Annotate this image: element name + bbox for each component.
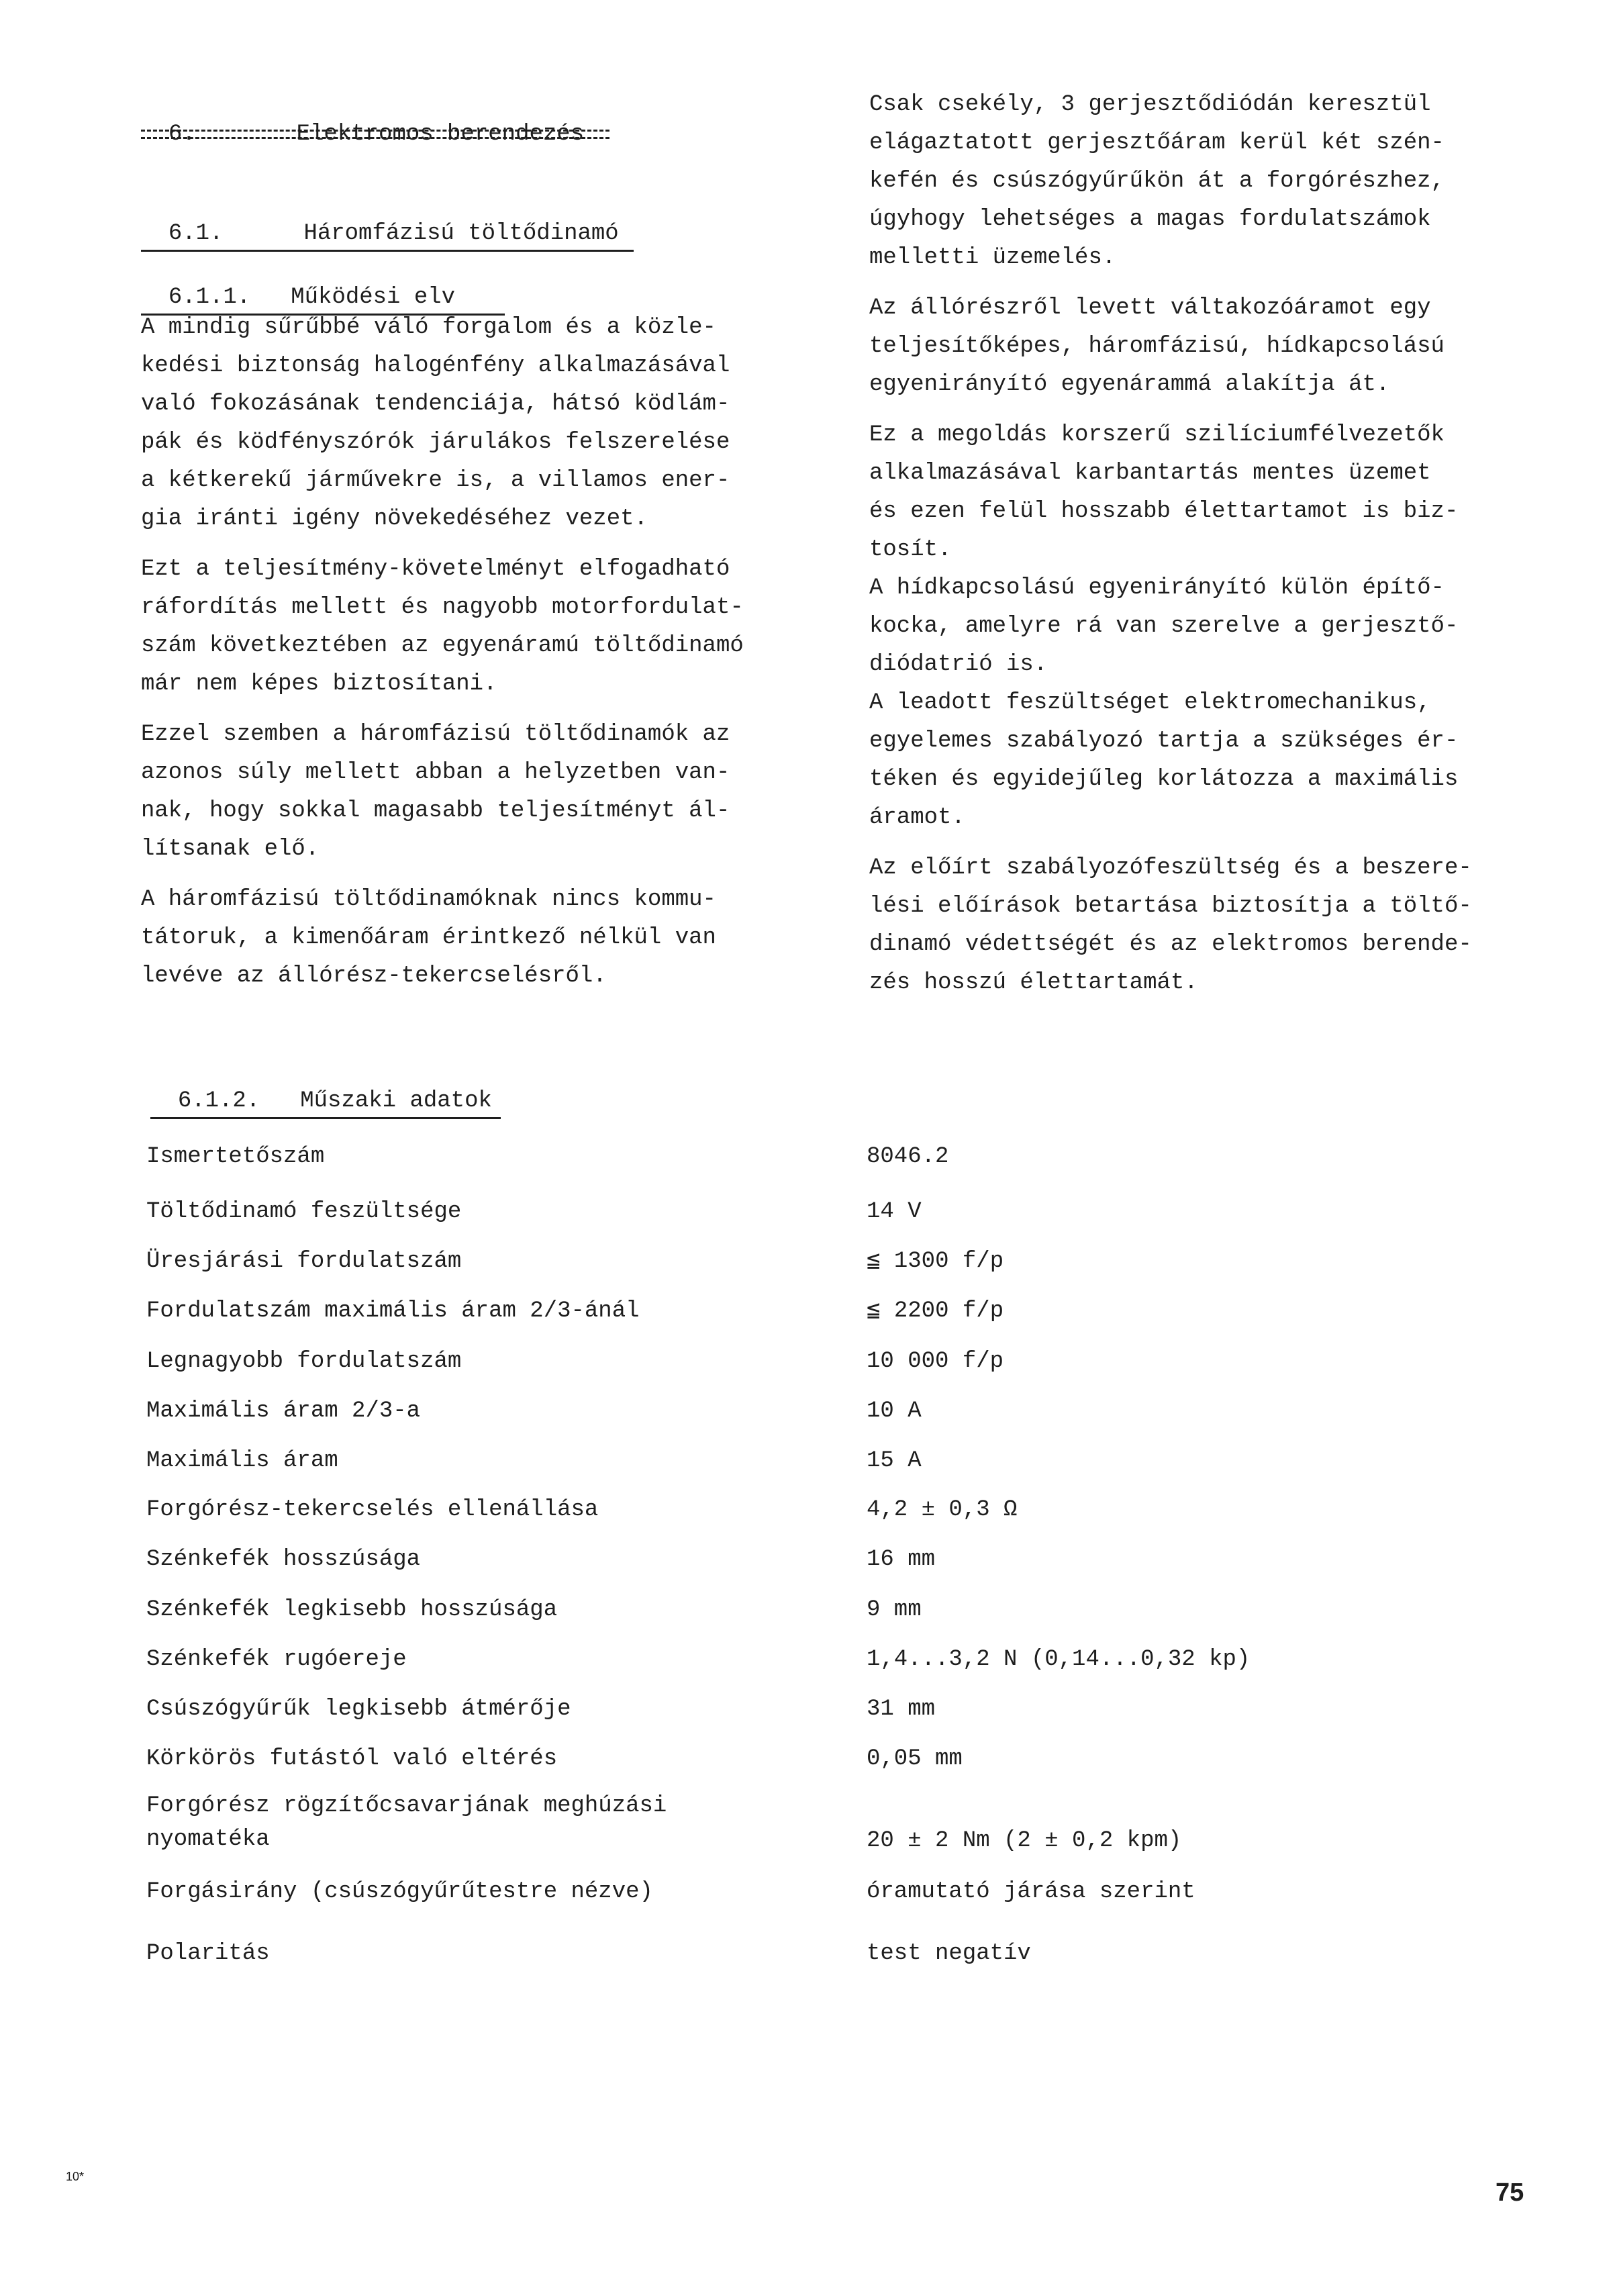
spec-label: Szénkefék rugóereje xyxy=(146,1647,407,1672)
left-column xyxy=(141,309,812,1008)
spec-value: 14 V xyxy=(867,1199,922,1225)
spec-value: 16 mm xyxy=(867,1547,936,1572)
subsection-title: Háromfázisú töltődinamó xyxy=(303,221,619,246)
spec-label: Forgórész-tekercselés ellenállása xyxy=(146,1497,599,1523)
spec-label: Polaritás xyxy=(146,1941,270,1966)
subsubsection-heading-principle xyxy=(141,257,505,316)
spec-value: 9 mm xyxy=(867,1597,922,1623)
sheet-mark: 10* xyxy=(66,2170,85,2183)
page-number: 75 xyxy=(1496,2179,1524,2207)
spec-value: ≦ 1300 f/p xyxy=(867,1249,1004,1274)
section-double-rule xyxy=(141,130,609,139)
spec-value: 8046.2 xyxy=(867,1144,949,1169)
spec-value: test negatív xyxy=(867,1941,1031,1966)
subsection-number: 6.1. xyxy=(168,221,224,246)
right-column xyxy=(869,86,1574,1014)
right-paragraph-4: Az előírt szabályozófeszültség és a beszere- lési előírások betartása biztosítja a töltő- dinamó védettségét és az elektromos berende- zés hosszú élettartamát. xyxy=(869,855,1472,996)
spec-label: Ismertetőszám xyxy=(146,1144,325,1169)
spec-value: 4,2 ± 0,3 Ω xyxy=(867,1497,1018,1523)
spec-label: Forgórész rögzítőcsavarjának meghúzási nyomatéka xyxy=(146,1793,667,1852)
right-paragraph-3: Ez a megoldás korszerű szilíciumfélvezetők alkalmazásával karbantartás mentes üzemet és ezen felül hosszabb élettartamot is biz- tosít. A hídkapcsolású egyenirányító külön építő- kocka, amelyre rá van szerelve a gerjesztő- diódatrió is. A leadott feszültséget elektromechanikus, egyelemes szabályozó tartja a szükséges ér- téken és egyidejűleg korlátozza a maximális áramot. xyxy=(869,422,1459,830)
spec-label: Maximális áram xyxy=(146,1448,338,1474)
subsubsection-number-principle: 6.1.1. xyxy=(168,285,251,310)
spec-value: 10 000 f/p xyxy=(867,1349,1004,1374)
section-number: 6. xyxy=(168,122,196,147)
spec-value: 15 A xyxy=(867,1448,922,1474)
left-paragraph-2: Ezt a teljesítmény-követelményt elfogadható ráfordítás mellett és nagyobb motorfordulat- szám következtében az egyenáramú töltődinamó már nem képes biztosítani. xyxy=(141,557,744,697)
left-paragraph-4: A háromfázisú töltődinamóknak nincs kommu- tátoruk, a kimenőáram érintkező nélkül van levéve az állórész-tekercselésről. xyxy=(141,887,716,989)
subsubsection-number-specs: 6.1.2. xyxy=(177,1088,260,1114)
spec-label: Forgásirány (csúszógyűrűtestre nézve) xyxy=(146,1879,653,1905)
spec-value: 10 A xyxy=(867,1398,922,1424)
section-heading xyxy=(141,94,584,148)
left-paragraph-1: A mindig sűrűbbé váló forgalom és a közle- kedési biztonság halogénfény alkalmazásával való fokozásának tendenciája, hátsó ködlám- pák és ködfényszórók járulákos felszerelése a kétkerekű járművekre is, a villamos ener- gia iránti igény növekedéséhez vezet. xyxy=(141,315,730,532)
spec-label: Töltődinamó feszültsége xyxy=(146,1199,462,1225)
spec-label: Üresjárási fordulatszám xyxy=(146,1249,462,1274)
left-paragraph-3: Ezzel szemben a háromfázisú töltődinamók az azonos súly mellett abban a helyzetben van- nak, hogy sokkal magasabb teljesítményt ál- lítsanak elő. xyxy=(141,722,730,862)
subsubsection-title-principle: Működési elv xyxy=(291,285,456,310)
spec-value: 20 ± 2 Nm (2 ± 0,2 kpm) xyxy=(867,1828,1182,1854)
subsubsection-title-specs: Műszaki adatok xyxy=(300,1088,492,1114)
spec-label: Csúszógyűrűk legkisebb átmérője xyxy=(146,1696,571,1722)
spec-label: Maximális áram 2/3-a xyxy=(146,1398,421,1424)
spec-label: Legnagyobb fordulatszám xyxy=(146,1349,462,1374)
section-title: Elektromos berendezés xyxy=(296,122,585,147)
spec-value: 1,4...3,2 N (0,14...0,32 kp) xyxy=(867,1647,1251,1672)
spec-label: Körkörös futástól való eltérés xyxy=(146,1746,558,1772)
spec-label: Szénkefék hosszúsága xyxy=(146,1547,421,1572)
right-paragraph-2: Az állórészről levett váltakozóáramot egy teljesítőképes, háromfázisú, hídkapcsolású egyenirányító egyenárammá alakítja át. xyxy=(869,295,1445,397)
subsubsection-heading-specs xyxy=(150,1061,501,1119)
spec-value: 31 mm xyxy=(867,1696,936,1722)
spec-value: 0,05 mm xyxy=(867,1746,963,1772)
spec-value: ≦ 2200 f/p xyxy=(867,1298,1004,1324)
spec-label: Fordulatszám maximális áram 2/3-ánál xyxy=(146,1298,640,1324)
subsection-heading xyxy=(141,193,634,252)
spec-label: Szénkefék legkisebb hosszúsága xyxy=(146,1597,558,1623)
right-paragraph-1: Csak csekély, 3 gerjesztődiódán keresztül elágaztatott gerjesztőáram kerül két szén- kefén és csúszógyűrűkön át a forgórészhez, úgyhogy lehetséges a magas fordulatszámok melletti üzemelés. xyxy=(869,92,1445,271)
spec-value: óramutató járása szerint xyxy=(867,1879,1195,1905)
